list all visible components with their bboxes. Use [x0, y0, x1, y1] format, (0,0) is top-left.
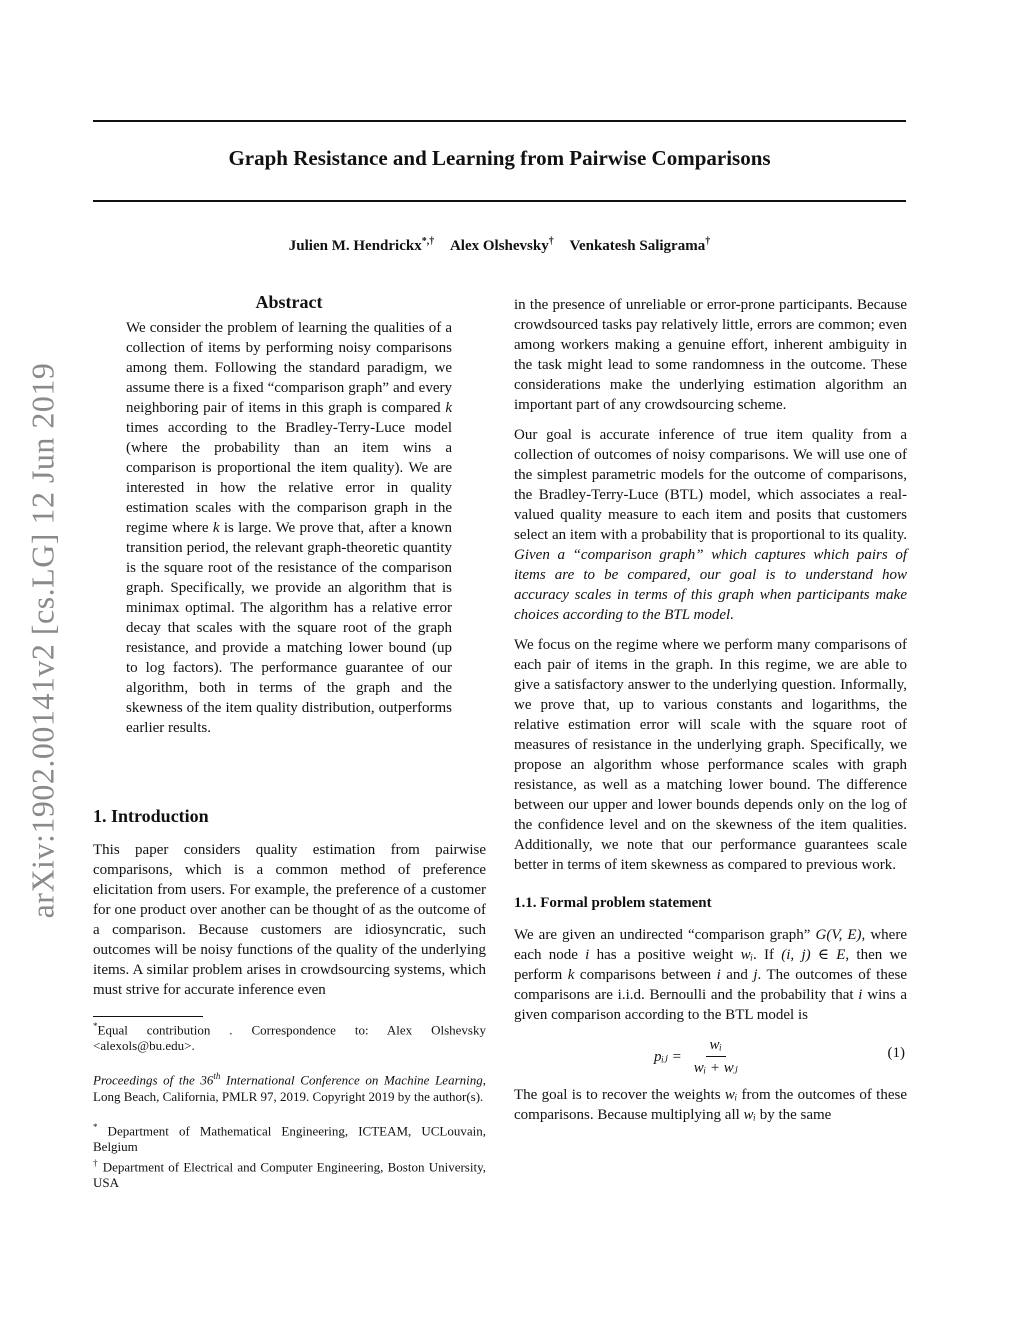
introduction-section [93, 806, 486, 1000]
footnote-affiliation [93, 1155, 486, 1191]
footnote-equal-contribution [93, 1018, 486, 1054]
author-marks: † [548, 236, 554, 247]
math-k: k [445, 400, 452, 416]
author-marks: † [705, 236, 711, 247]
paragraph-text: from the outcomes of these comparisons. Because multiplying all [514, 1087, 907, 1123]
equation-numerator: wᵢ [706, 1035, 726, 1057]
paragraph-emphasis: Given a “comparison graph” which captures which pairs of items are to be compared, our goal is to understand how accuracy scales in terms of this graph when participants make choices according to the BTL model. [514, 547, 907, 623]
math-i: i [858, 987, 863, 1003]
footnotes [93, 1018, 486, 1191]
math-k: k [212, 520, 220, 536]
paragraph-text: . If [753, 947, 782, 963]
title-rule-bottom [93, 200, 906, 202]
paragraph: We focus on the regime where we perform many comparisons of each pair of items in the graph. In this regime, we are able to give a satisfactory answer to the underlying question. Informally, we prove that, up to various constants and logarithms, the relative estimation error will scale with the square root of measures of resistance in the underlying graph. Specifically, we propose an algorithm whose performance scales with graph resistance, as well as a matching lower bound. The difference between our upper and lower bounds depends only on the log of the confidence level and on the skewness of the item qualities. Additionally, we note that our performance guarantees scale better in terms of item skewness as compared to previous work. [514, 637, 907, 873]
abstract-text-1: We consider the problem of learning the qualities of a collection of items by performing noisy comparisons among them. Following the standard paradigm, we assume there is a fixed “comparison graph” and every neighboring pair of items in this graph is compared [126, 320, 452, 416]
abstract-body [126, 318, 452, 738]
paragraph-text: wins a given comparison according to the BTL model is [514, 987, 907, 1023]
footnote-text: 36 [200, 1072, 214, 1088]
math-graph: G(V, E) [815, 927, 862, 943]
introduction-body: This paper considers quality estimation from pairwise comparisons, which is a common method of preference elicitation from users. For example, the preference of a customer for one product over another can be thought of as the outcome of a comparison. Because customers are idiosyncratic, such outcomes will be noisy functions of the quality of the underlying items. A similar problem arises in crowdsourcing systems, which must strive for accurate inference even [93, 842, 486, 998]
abstract-text-3: is large. We prove that, after a known transition period, the relevant graph-theoretic quantity is the square root of the resistance of the comparison graph. Specifically, we provide an algorithm that is minimax optimal. The algorithm has a relative error decay that scales with the square root of the graph resistance, and provide a matching lower bound (up to log factors). The performance guarantee of our algorithm, both in terms of the graph and the skewness of the item quality distribution, outperforms earlier results. [126, 520, 452, 736]
paragraph-text: Our goal is accurate inference of true item quality from a collection of outcomes of noisy comparisons. We will use one of the simplest parametric models for the outcome of comparisons, the Bradley-Terry-Luce (BTL) model, which associates a real-valued quality measure to each item and posits that customers select an item with a probability that is proportional to its quality. [514, 427, 907, 543]
author-marks: *,† [421, 236, 435, 247]
footnote-proceedings [93, 1068, 486, 1104]
paragraph [514, 925, 907, 1025]
footnote-mark: † [93, 1157, 99, 1168]
author [569, 238, 710, 254]
equation-number: (1) [887, 1045, 905, 1061]
math-wi: wᵢ [724, 1087, 738, 1103]
right-column [514, 295, 907, 1135]
math-edge: (i, j) ∈ E [781, 947, 846, 963]
paragraph [514, 425, 907, 625]
footnote-text: International Conference on Machine Learning [220, 1072, 483, 1088]
paragraph-text: . The outcomes of these comparisons are i.i.d. Bernoulli and the probability that [514, 967, 907, 1003]
math-wi: wᵢ [740, 947, 753, 963]
footnote-mark: * [93, 1021, 98, 1031]
author-list [93, 236, 906, 255]
equation-1 [514, 1031, 907, 1075]
paper-title: Graph Resistance and Learning from Pairwise Comparisons [228, 146, 771, 170]
footnote-text: Equal contribution . Correspondence to: Alex Olshevsky <alexols@bu.edu>. [93, 1022, 486, 1054]
author [289, 238, 434, 254]
arxiv-stamp [16, 340, 70, 940]
math-wi: wᵢ [743, 1107, 756, 1123]
footnote-divider [93, 1016, 203, 1017]
math-i: i [716, 967, 721, 983]
equation-lhs: pᵢⱼ = [654, 1048, 682, 1065]
arxiv-stamp-text: arXiv:1902.00141v2 [cs.LG] 12 Jun 2019 [24, 362, 61, 918]
paragraph-text: comparisons between [574, 967, 717, 983]
math-i: i [585, 947, 590, 963]
footnote-mark: th [213, 1071, 221, 1082]
math-k: k [567, 967, 575, 983]
paragraph-text: by the same [755, 1107, 832, 1123]
subsection-heading: 1.1. Formal problem statement [514, 895, 712, 911]
footnote-mark: * [93, 1121, 98, 1132]
footnote-text: , Long Beach, California, PMLR 97, 2019. Copyright 2019 by the author(s). [93, 1072, 486, 1104]
equation-denominator: wᵢ + wⱼ [693, 1060, 738, 1076]
abstract-section [126, 292, 452, 738]
abstract-heading: Abstract [255, 292, 323, 312]
paragraph [514, 1085, 907, 1125]
paragraph-text: , then we perform [514, 947, 907, 983]
paragraph: in the presence of unreliable or error-prone participants. Because crowdsourced tasks pay relatively little, errors are common; even among workers making a genuine effort, inherent ambiguity in the task might lead to some randomness in the outcome. These considerations make the underlying estimation algorithm an important part of any crowdsourcing scheme. [514, 297, 907, 413]
author-name: Alex Olshevsky [449, 238, 549, 254]
title-rule-top [93, 120, 906, 122]
footnote-text: Department of Mathematical Engineering, ICTEAM, UCLouvain, Belgium [93, 1122, 486, 1154]
paragraph-text: The goal is to recover the weights [514, 1087, 725, 1103]
author-name: Venkatesh Saligrama [569, 238, 706, 254]
author-name: Julien M. Hendrickx [288, 238, 422, 254]
introduction-heading: 1. Introduction [93, 806, 209, 826]
equation-body [654, 1035, 742, 1078]
footnote-affiliation [93, 1119, 486, 1155]
math-j: j [753, 967, 758, 983]
abstract-text-2: times according to the Bradley-Terry-Luce model (where the probability than an item wins a comparison is proportional the item quality). We are interested in how the relative error in quality estimation scales with the comparison graph in the regime where [126, 420, 452, 536]
paragraph-text: , where each node [514, 927, 907, 963]
equation-fraction [690, 1035, 742, 1078]
footnote-text: Proceedings of the [93, 1072, 201, 1088]
paragraph-text: and [720, 967, 754, 983]
footnote-text: Department of Electrical and Computer Engineering, Boston University, USA [93, 1159, 486, 1191]
author [450, 238, 554, 254]
paragraph-text: has a positive weight [589, 947, 741, 963]
paragraph-text: We are given an undirected “comparison graph” [514, 927, 816, 943]
